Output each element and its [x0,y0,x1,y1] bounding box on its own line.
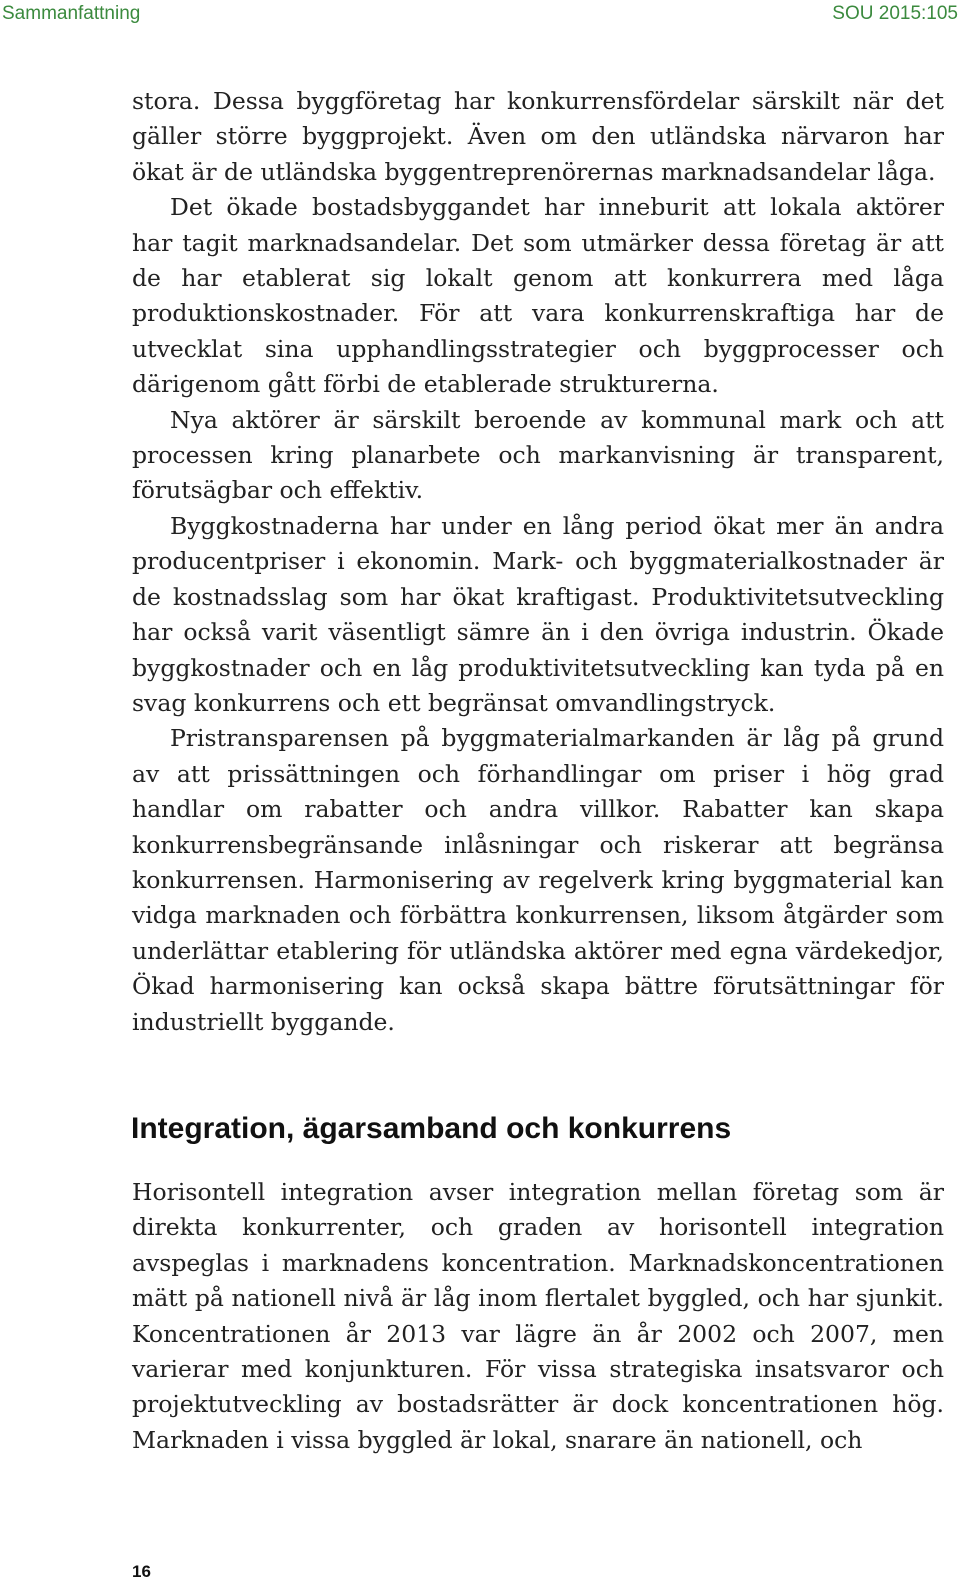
header-section-title: Sammanfattning [2,3,141,24]
section-heading: Integration, ägarsamband och konkurrens [131,1112,732,1145]
paragraph: Byggkostnaderna har under en lång period ökat mer än andra producentpriser i ekonomin. Mark- och byggmaterialkostnader är de kostnadsslag som har ökat kraftigast. Produktivitetsutveckling har också varit väsentligt sämre än i den övriga industrin. Ökade byggkostnader och en låg produktivitetsutveckling kan tyda på en svag konkurrens och ett begränsat omvandlingstryck. [132,511,944,717]
header-report-id: SOU 2015:105 [832,3,958,24]
page-number: 16 [132,1562,151,1581]
paragraph: Det ökade bostadsbyggandet har inneburit att lokala aktörer har tagit marknadsandelar. Det som utmärker dessa företag är att de har etablerat sig lokalt genom att konkurrera med låga produktionskostnader. För att vara konkurrenskraftiga har de utvecklat sina upphandlingsstrategier och byggprocesser och därigenom gått förbi de etablerade strukturerna. [132,193,944,399]
section-body [132,1175,944,1458]
paragraph: Horisontell integration avser integration mellan företag som är direkta konkurrenter, och graden av horisontell integration avspeglas i marknadens koncentration. Marknadskoncentrationen mätt på nationell nivå är låg inom flertalet byggled, och har sjunkit. Koncentrationen år 2013 var lägre än år 2002 och 2007, men varierar med konjunkturen. För vissa strategiska insatsvaror och projektutveckling av bostadsrätter är dock koncentrationen hög. Marknaden i vissa byggled är lokal, snarare än nationell, och [132,1178,944,1454]
page-header [0,0,960,28]
paragraph: stora. Dessa byggföretag har konkurrensfördelar särskilt när det gäller större byggprojekt. Även om den utländska närvaron har ökat är de utländska byggentreprenörernas marknadsandelar låga. [132,87,944,186]
body-text [132,84,944,1040]
paragraph: Pristransparensen på byggmaterialmarkanden är låg på grund av att prissättningen och förhandlingar om priser i hög grad handlar om rabatter och andra villkor. Rabatter kan skapa konkurrensbegränsande inlåsningar och riskerar att begränsa konkurrensen. Harmonisering av regelverk kring byggmaterial kan vidga marknaden och förbättra konkurrensen, liksom åtgärder som underlättar etablering för utländska aktörer med egna värdekedjor, Ökad harmonisering kan också skapa bättre förutsättningar för industriellt byggande. [132,724,944,1036]
paragraph: Nya aktörer är särskilt beroende av kommunal mark och att processen kring planarbete och markanvisning är transparent, förutsägbar och effektiv. [132,405,944,505]
